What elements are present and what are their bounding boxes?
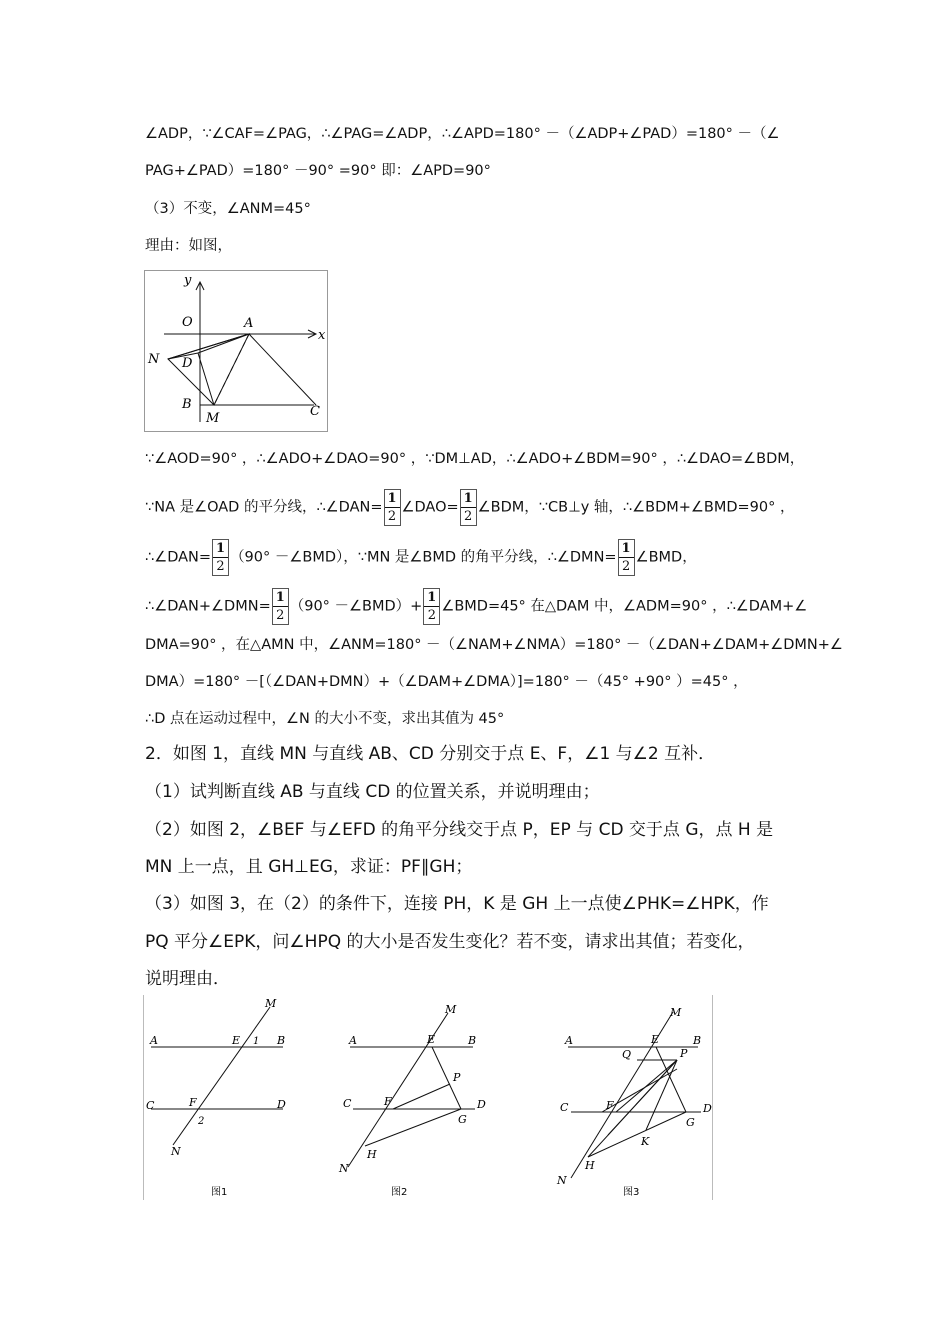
label-x: x (318, 328, 326, 343)
fraction-num: 1 (461, 490, 476, 508)
fig3-label-k: K (641, 1135, 650, 1148)
coordinate-figure (144, 270, 328, 432)
text-line-7a: ∴∠DAN= (145, 549, 212, 566)
text-line-3: （3）不变，∠ANM=45° (145, 201, 311, 217)
fig3-label-d: D (703, 1102, 712, 1115)
text-line-6 (145, 489, 794, 526)
figure-1 (146, 997, 286, 1198)
fig1-angle-1: 1 (253, 1036, 260, 1047)
text-line-4: 理由：如图， (145, 238, 232, 254)
text-line-7b: （90° －∠BMD），∵MN 是∠BMD 的角平分线，∴∠DMN= (230, 549, 617, 566)
fraction-num: 1 (619, 540, 634, 558)
fraction-den: 2 (427, 608, 436, 623)
fraction-half (423, 588, 440, 625)
fig2-label-c: C (343, 1097, 352, 1110)
fraction-den: 2 (216, 559, 225, 574)
fig3-label-e: E (651, 1033, 660, 1046)
fig3-label-n: N (557, 1174, 567, 1187)
label-d: D (182, 356, 193, 371)
text-line-8b: （90° －∠BMD）+ (289, 598, 423, 615)
text-line-9: DMA=90° ，在△AMN 中，∠ANM=180° －（∠NAM+∠NMA）=180° －（∠DAN+∠DAM+∠DMN+∠ (145, 637, 843, 653)
fig2-label-f: F (384, 1095, 392, 1108)
fig3-label-m: M (670, 1006, 682, 1019)
fig2-label-b: B (468, 1034, 477, 1047)
fraction-half (384, 489, 401, 526)
label-y: y (184, 273, 192, 288)
fig1-label-d: D (277, 1098, 286, 1111)
fig3-label-q: Q (622, 1048, 632, 1061)
fig1-label-b: B (277, 1034, 286, 1047)
fig3-label-b: B (693, 1034, 702, 1047)
fig1-label-m: M (265, 997, 277, 1010)
fig2-caption: 图2 (391, 1187, 408, 1198)
label-c: C (310, 404, 320, 419)
text-line-5: ∵∠AOD=90° ，∴∠ADO+∠DAO=90° ，∵DM⊥AD，∴∠ADO+∠BDM=90° ，∴∠DAO=∠BDM， (145, 451, 805, 467)
text-line-2: PAG+∠PAD）=180° －90° =90° 即：∠APD=90° (145, 163, 491, 179)
question-2-part1: （1）试判断直线 AB 与直线 CD 的位置关系，并说明理由； (145, 782, 600, 802)
fraction-half (618, 539, 635, 576)
question-2-stem: 2．如图 1，直线 MN 与直线 AB、CD 分别交于点 E、F，∠1 与∠2 互补． (145, 744, 716, 764)
fraction-den: 2 (621, 559, 631, 574)
fraction-den: 2 (464, 509, 473, 524)
fraction-den: 2 (387, 509, 397, 524)
text-line-6c: ∠BDM，∵CB⊥y 轴，∴∠BDM+∠BMD=90° ， (477, 499, 795, 516)
fig2-label-g: G (458, 1113, 467, 1126)
question-2-part2-cont: MN 上一点，且 GH⊥EG，求证：PF∥GH； (145, 857, 473, 877)
text-line-7 (145, 539, 697, 576)
label-a: A (244, 316, 254, 331)
fig3-caption: 图3 (623, 1187, 640, 1198)
figure-2 (338, 1003, 486, 1198)
fraction-num: 1 (213, 540, 228, 558)
text-line-8c: ∠BMD=45° 在△DAM 中，∠ADM=90° ，∴∠DAM+∠ (441, 598, 808, 615)
question-2-part3: （3）如图 3，在（2）的条件下，连接 PH，K 是 GH 上一点使∠PHK=∠HPK，作 (145, 894, 769, 914)
fig2-label-h: H (367, 1148, 377, 1161)
question-2-part3-cont: PQ 平分∠EPK，问∠HPQ 的大小是否发生变化？若不变，请求出其值；若变化， (145, 932, 755, 952)
label-m: M (206, 411, 220, 426)
fraction-num: 1 (385, 490, 400, 508)
fig1-label-e: E (232, 1034, 241, 1047)
fraction-num: 1 (273, 589, 288, 607)
fig1-caption: 图1 (211, 1187, 228, 1198)
fig2-label-m: M (445, 1003, 457, 1016)
fraction-half (212, 539, 229, 576)
figure-3 (556, 1006, 712, 1198)
fraction-num: 1 (424, 589, 439, 607)
fig1-label-a: A (150, 1034, 158, 1047)
fig3-label-p: P (680, 1047, 688, 1060)
fig1-label-c: C (146, 1099, 155, 1112)
label-o: O (182, 315, 193, 330)
fig3-label-f: F (606, 1099, 614, 1112)
text-line-8a: ∴∠DAN+∠DMN= (145, 598, 271, 615)
text-line-10: DMA）=180° －[（∠DAN+DMN）+（∠DAM+∠DMA）]=180° －（45° +90° ）=45° ， (145, 674, 748, 690)
fig2-label-d: D (477, 1098, 486, 1111)
fraction-half (460, 489, 477, 526)
fig1-label-n: N (171, 1145, 181, 1158)
label-b: B (182, 397, 192, 412)
question-2-part2: （2）如图 2，∠BEF 与∠EFD 的角平分线交于点 P，EP 与 CD 交于点 G，点 H 是 (145, 820, 774, 840)
fig3-label-h: H (585, 1159, 595, 1172)
fig3-label-c: C (560, 1101, 569, 1114)
fig2-label-e: E (427, 1033, 436, 1046)
fig3-label-g: G (686, 1116, 695, 1129)
text-line-8 (145, 588, 807, 625)
fraction-den: 2 (276, 608, 285, 623)
fraction-half (272, 588, 289, 625)
text-line-6b: ∠DAO= (401, 499, 459, 516)
label-n: N (148, 352, 160, 367)
fig2-label-p: P (453, 1071, 461, 1084)
text-line-7c: ∠BMD， (635, 549, 697, 566)
fig1-label-f: F (189, 1096, 197, 1109)
fig3-label-a: A (565, 1034, 573, 1047)
text-line-11: ∴D 点在运动过程中，∠N 的大小不变，求出其值为 45° (145, 711, 505, 727)
text-line-6a: ∵NA 是∠OAD 的平分线，∴∠DAN= (145, 499, 383, 516)
figures-1-2-3 (143, 995, 713, 1200)
fig1-angle-2: 2 (198, 1116, 205, 1127)
fig2-label-a: A (349, 1034, 357, 1047)
fig2-label-n: N (339, 1162, 349, 1175)
text-line-1: ∠ADP，∵∠CAF=∠PAG，∴∠PAG=∠ADP，∴∠APD=180° －（∠ADP+∠PAD）=180° －（∠ (145, 126, 780, 142)
question-2-part3-end: 说明理由． (145, 969, 230, 989)
